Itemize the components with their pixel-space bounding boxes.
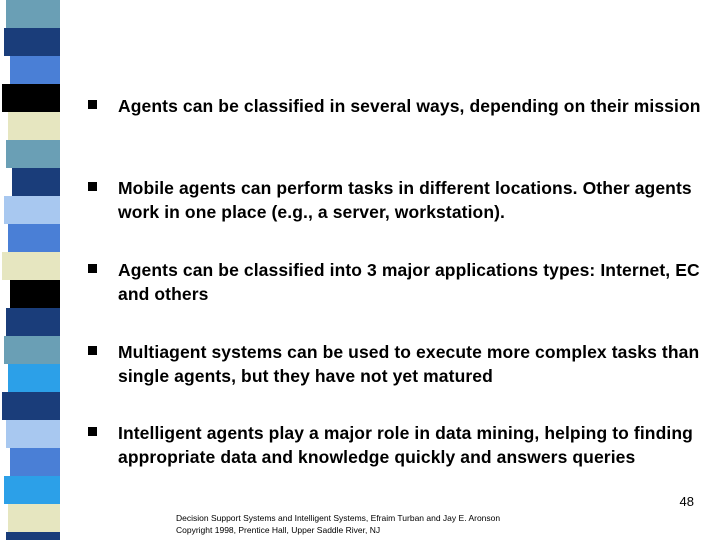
bullet-item (88, 176, 708, 224)
footer (176, 512, 500, 536)
bullet-item (88, 94, 708, 118)
bullet-text: Mobile agents can perform tasks in different locations. Other agents work in one place (e.g., a server, workstation). (118, 178, 692, 222)
bullet-text: Agents can be classified into 3 major applications types: Internet, EC and others (118, 260, 700, 304)
bullet-text: Multiagent systems can be used to execute more complex tasks than single agents, but they have not yet matured (118, 342, 700, 386)
square-bullet-icon (88, 100, 97, 109)
stripe-block (6, 308, 60, 336)
stripe-block (6, 420, 60, 448)
stripe-block (4, 336, 60, 364)
stripe-block (2, 84, 60, 112)
stripe-block (4, 476, 60, 504)
bullet-item (88, 421, 708, 469)
stripe-block (4, 28, 60, 56)
stripe-block (4, 196, 60, 224)
decorative-stripe (0, 0, 62, 540)
stripe-block (8, 504, 60, 532)
stripe-block (8, 224, 60, 252)
stripe-block (6, 140, 60, 168)
square-bullet-icon (88, 264, 97, 273)
page-number: 48 (679, 494, 694, 509)
footer-line: Decision Support Systems and Intelligent Systems, Efraim Turban and Jay E. Aronson (176, 513, 501, 523)
bullet-item (88, 258, 708, 306)
stripe-block (8, 112, 60, 140)
square-bullet-icon (88, 346, 97, 355)
stripe-block (10, 448, 60, 476)
stripe-block (2, 392, 60, 420)
bullet-text: Agents can be classified in several ways, depending on their mission (118, 96, 701, 116)
footer-line: Copyright 1998, Prentice Hall, Upper Saddle River, NJ (176, 525, 381, 535)
stripe-block (2, 252, 60, 280)
bullet-text: Intelligent agents play a major role in data mining, helping to finding appropriate data and knowledge quickly and answers queries (118, 423, 693, 467)
stripe-block (12, 168, 60, 196)
stripe-block (8, 364, 60, 392)
stripe-block (6, 0, 60, 28)
stripe-block (10, 280, 60, 308)
stripe-block (6, 532, 60, 540)
bullet-item (88, 340, 708, 388)
stripe-block (10, 56, 60, 84)
square-bullet-icon (88, 427, 97, 436)
square-bullet-icon (88, 182, 97, 191)
